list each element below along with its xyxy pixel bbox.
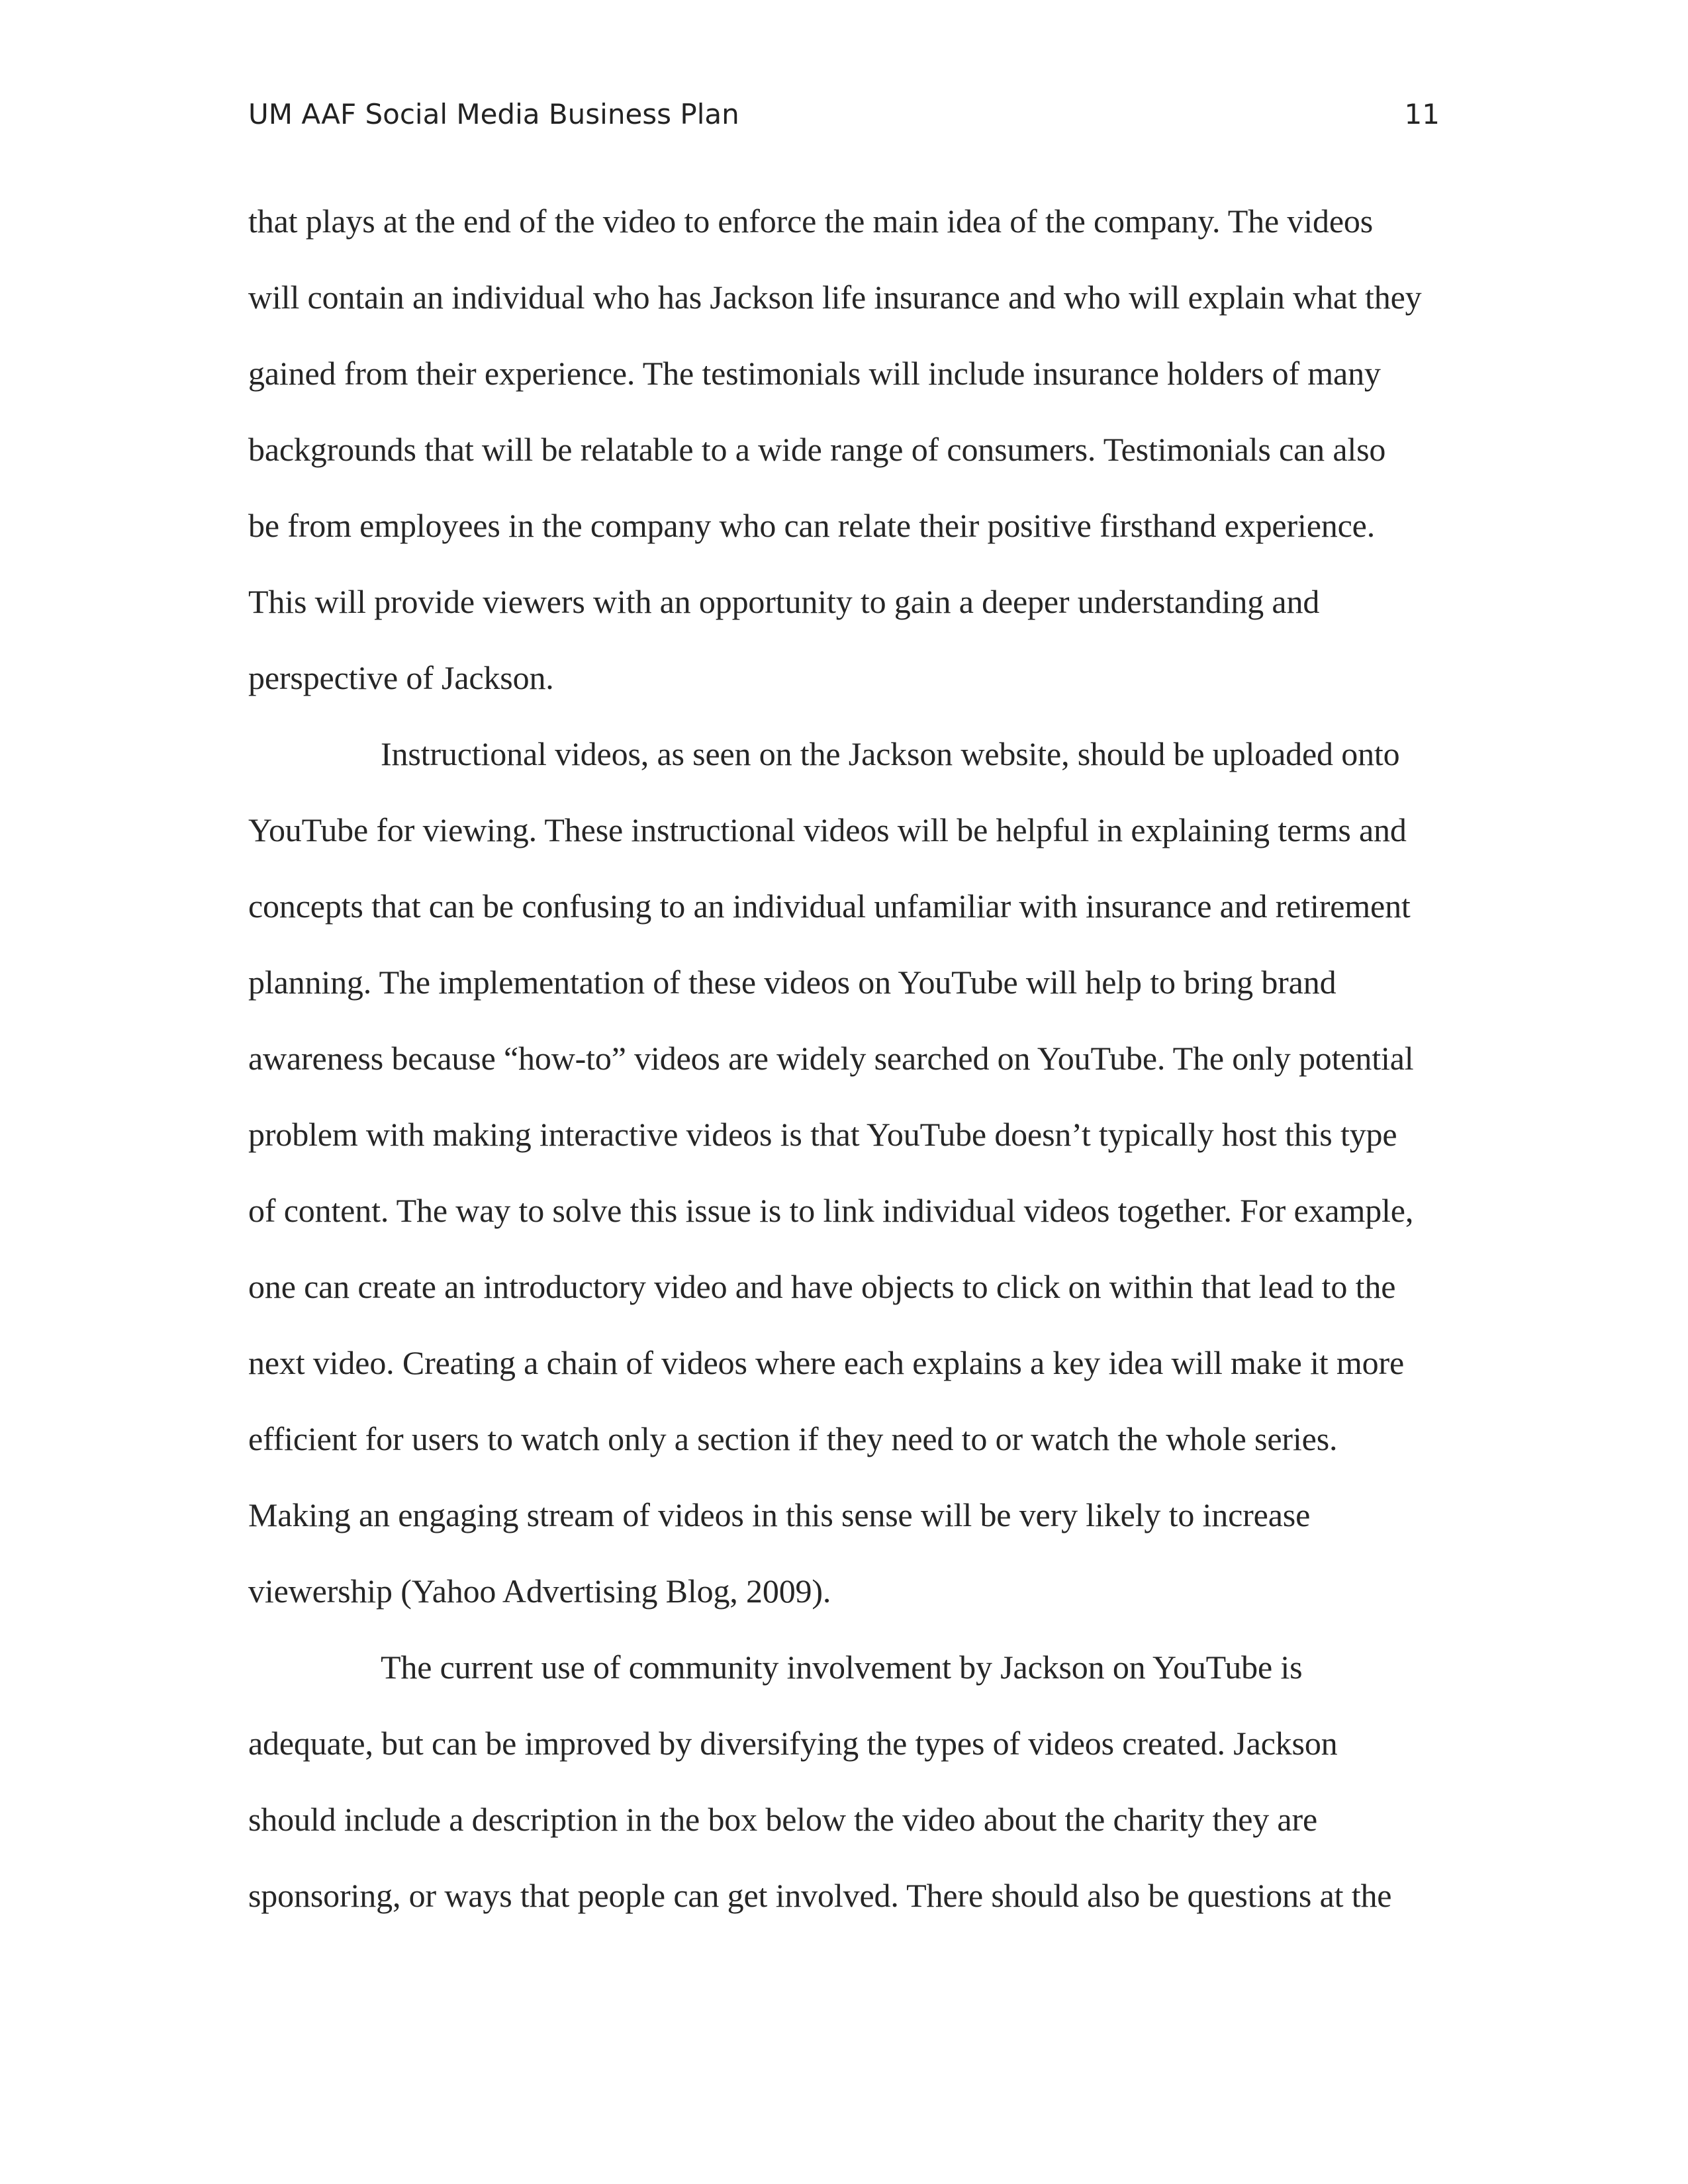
text-line: Instructional videos, as seen on the Jackson website, should be uploaded onto (381, 735, 1400, 772)
text-line: gained from their experience. The testimonials will include insurance holders of many (248, 355, 1381, 392)
text-line: planning. The implementation of these videos on YouTube will help to bring brand (248, 964, 1336, 1001)
text-line: that plays at the end of the video to enforce the main idea of the company. The videos (248, 203, 1374, 240)
text-line: This will provide viewers with an opportunity to gain a deeper understanding and (248, 583, 1320, 620)
header-title: UM AAF Social Media Business Plan (248, 98, 739, 130)
text-line: efficient for users to watch only a section if they need to or watch the whole series. (248, 1420, 1338, 1457)
text-line: be from employees in the company who can relate their positive firsthand experience. (248, 507, 1376, 544)
text-line: of content. The way to solve this issue is to link individual videos together. For example, (248, 1192, 1414, 1229)
text-line: problem with making interactive videos is that YouTube doesn’t typically host this type (248, 1116, 1397, 1153)
running-header (248, 98, 1440, 144)
text-line: one can create an introductory video and have objects to click on within that lead to the (248, 1268, 1396, 1305)
text-line: will contain an individual who has Jackson life insurance and who will explain what they (248, 279, 1422, 316)
paragraph-community-involvement (248, 1635, 1446, 1940)
text-line: sponsoring, or ways that people can get involved. There should also be questions at the (248, 1877, 1392, 1914)
paragraph-testimonials (248, 189, 1446, 722)
body-text (248, 189, 1446, 1940)
text-line: awareness because “how-to” videos are widely searched on YouTube. The only potential (248, 1040, 1414, 1077)
text-line: should include a description in the box below the video about the charity they are (248, 1801, 1318, 1838)
page-number: 11 (1404, 98, 1440, 130)
text-line: backgrounds that will be relatable to a wide range of consumers. Testimonials can also (248, 431, 1386, 468)
text-line: YouTube for viewing. These instructional videos will be helpful in explaining terms and (248, 811, 1407, 848)
text-line: The current use of community involvement by Jackson on YouTube is (381, 1649, 1303, 1686)
text-line: viewership (Yahoo Advertising Blog, 2009). (248, 1572, 831, 1610)
text-line: concepts that can be confusing to an individual unfamiliar with insurance and retirement (248, 887, 1411, 925)
paragraph-instructional-videos (248, 722, 1446, 1635)
text-line: Making an engaging stream of videos in this sense will be very likely to increase (248, 1496, 1311, 1533)
text-line: adequate, but can be improved by diversifying the types of videos created. Jackson (248, 1725, 1338, 1762)
text-line: perspective of Jackson. (248, 659, 554, 696)
text-line: next video. Creating a chain of videos where each explains a key idea will make it more (248, 1344, 1405, 1381)
